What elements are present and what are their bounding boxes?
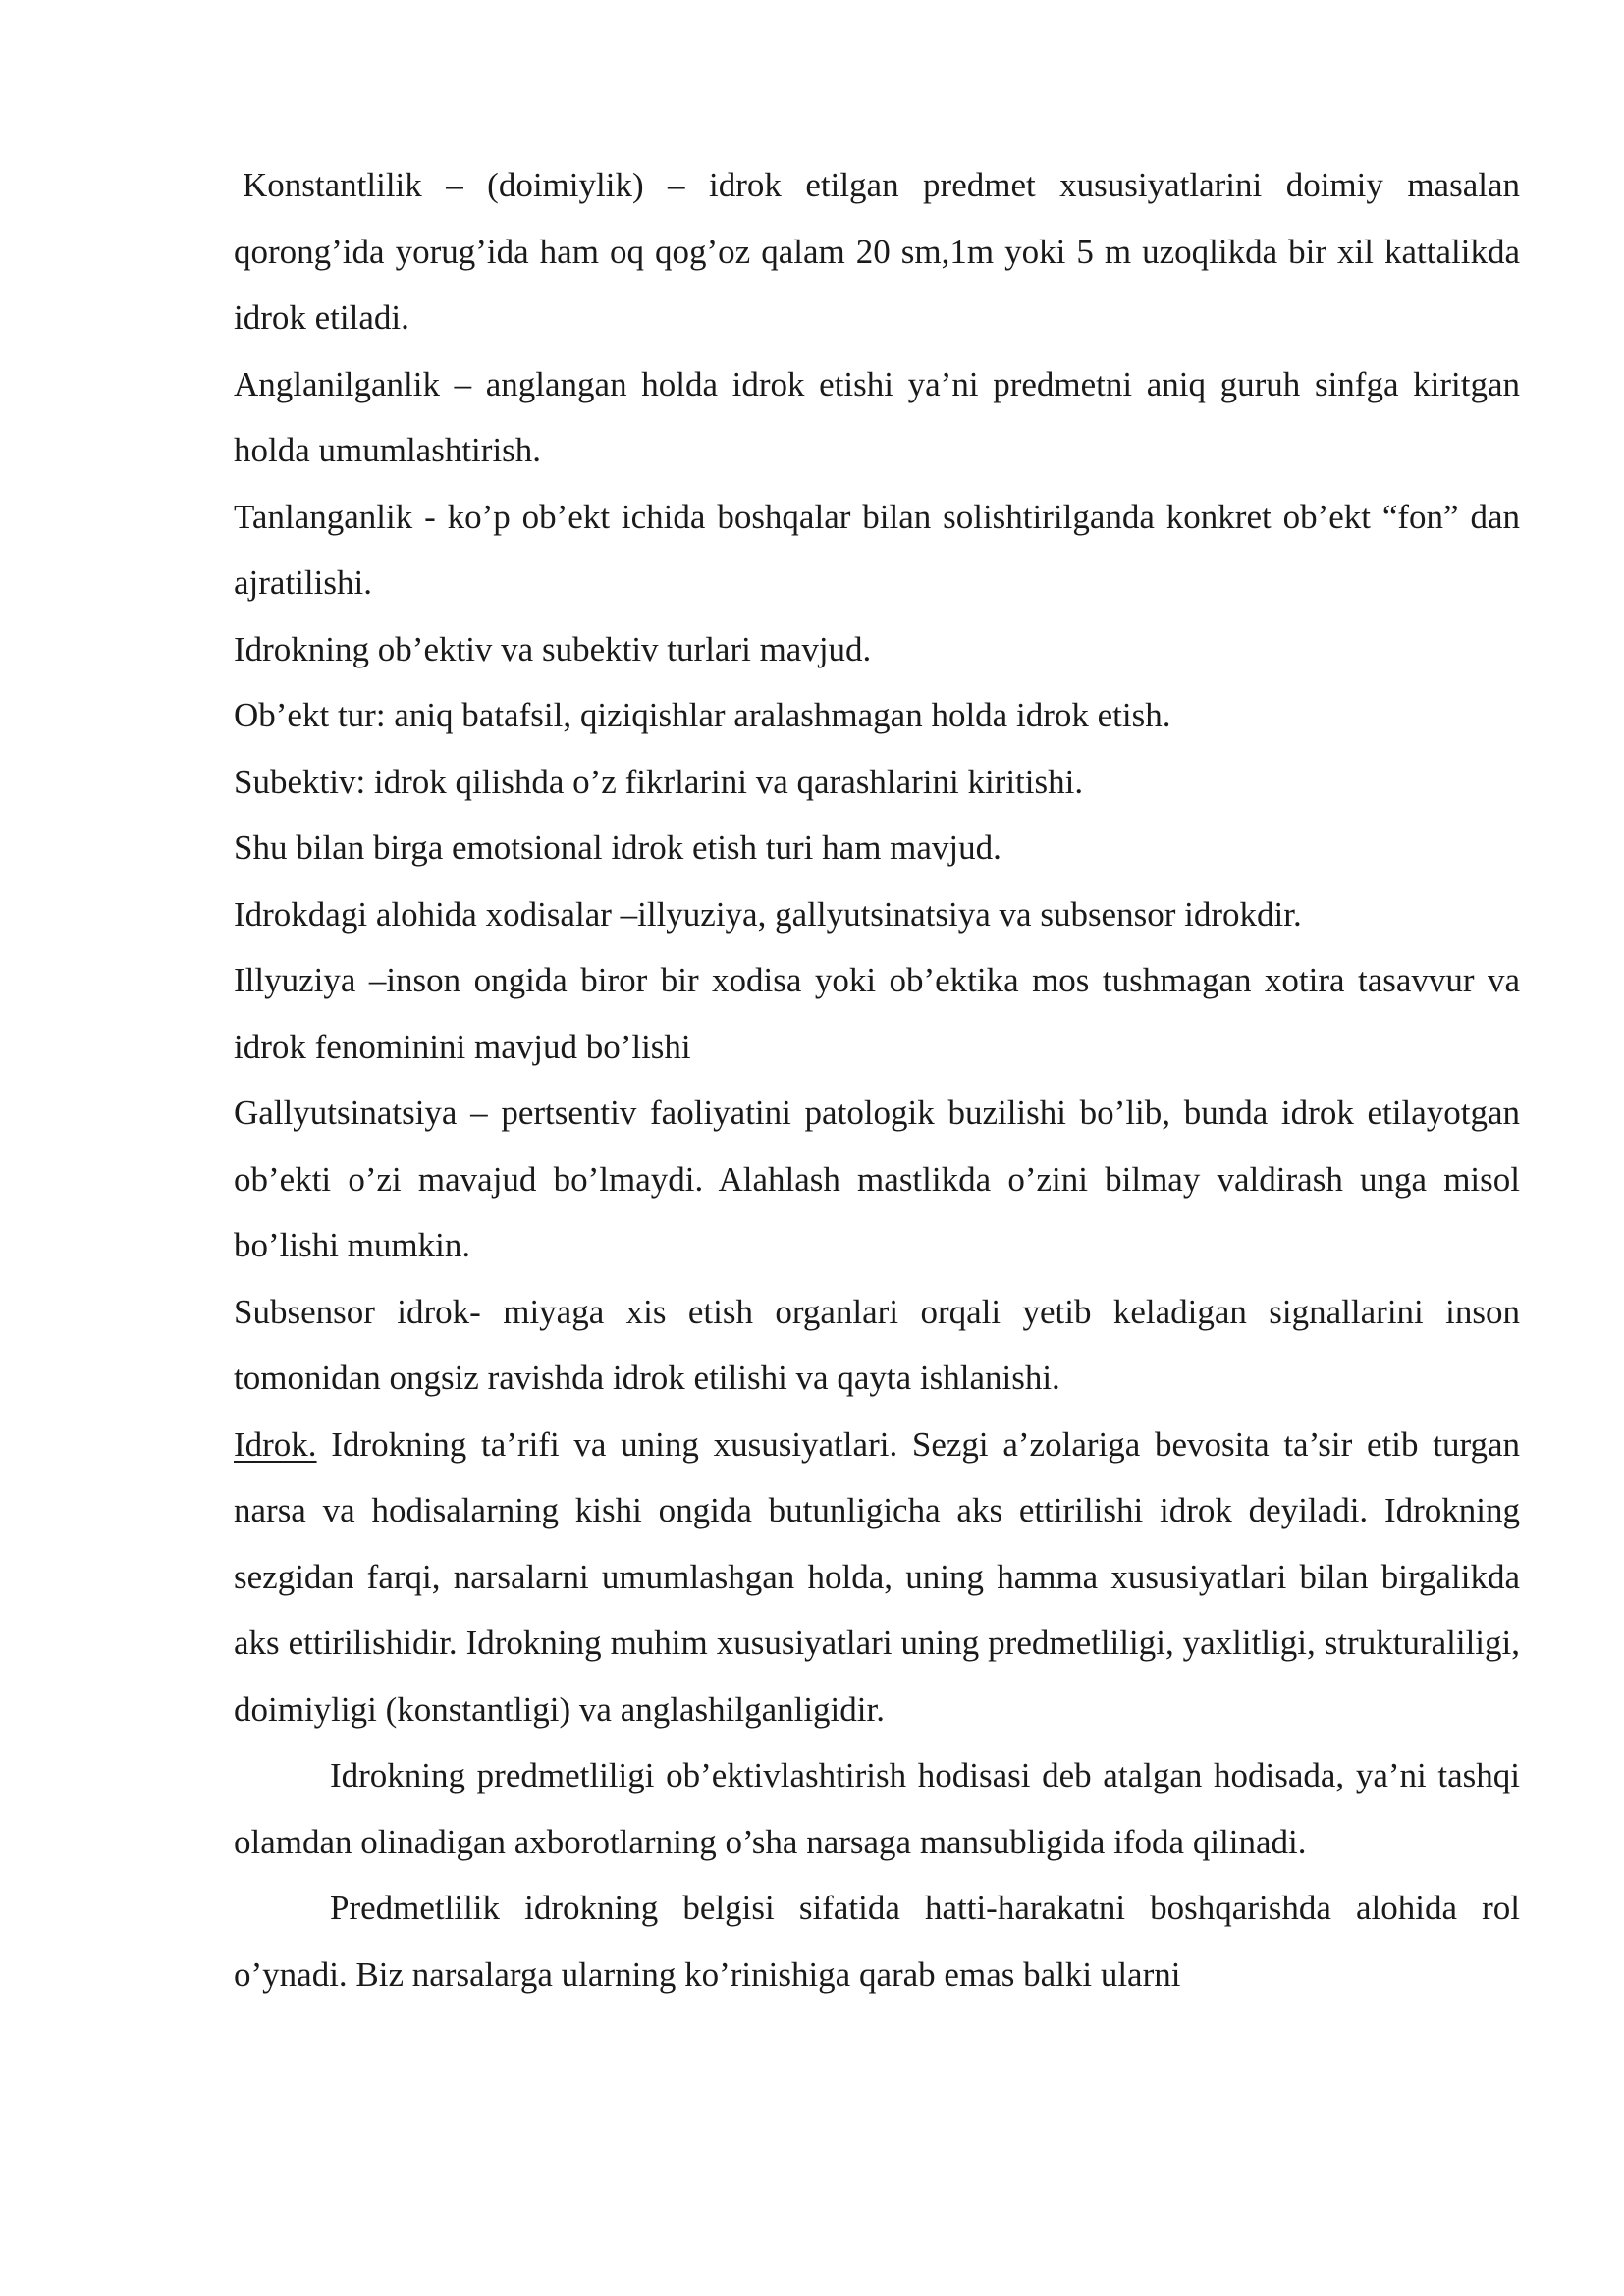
paragraph-predmetlilik: Predmetlilik idrokning belgisi sifatida hatti-harakatni boshqarishda alohida rol o’ynadi. Biz narsalarga ularning ko’rinishiga qarab emas balki ularni <box>234 1889 1520 1994</box>
paragraph-idrok-definition <box>234 1412 1520 1743</box>
paragraph-konstantlilik: Konstantlilik – (doimiylik) – idrok etilgan predmet xususiyatlarini doimiy masalan qorong’ida yorug’ida ham oq qog’oz qalam 20 sm,1m yoki 5 m uzoqlikda bir xil kattalikda idrok etiladi. <box>234 166 1520 337</box>
idrok-definition-text: Idrokning ta’rifi va uning xususiyatlari. Sezgi a’zolariga bevosita ta’sir etib turgan narsa va hodisalarning kishi ongida butunligicha aks ettirilishi idrok deyiladi. Idrokning sezgidan farqi, narsalarni umumlashgan holda, uning hamma xususiyatlari bilan birgalikda aks ettirilishidir. Idrokning muhim xususiyatlari uning predmetliligi, yaxlitligi, strukturaliligi, doimiyligi (konstantligi) va anglashilganligidir. <box>234 1424 1520 1729</box>
paragraph-subektiv: Subektiv: idrok qilishda o’z fikrlarini va qarashlarini kiritishi. <box>234 762 1084 801</box>
paragraph-emotsional: Shu bilan birga emotsional idrok etish turi ham mavjud. <box>234 828 1001 867</box>
paragraph-illyuziya: Illyuziya –inson ongida biror bir xodisa yoki ob’ektika mos tushmagan xotira tasavvur va idrok fenominini mavjud bo’lishi <box>234 961 1520 1066</box>
paragraph-subsensor: Subsensor idrok- miyaga xis etish organlari orqali yetib keladigan signallarini inson tomonidan ongsiz ravishda idrok etilishi va qayta ishlanishi. <box>234 1292 1520 1397</box>
paragraph-tanlanganlik: Tanlanganlik - ko’p ob’ekt ichida boshqalar bilan solishtirilganda konkret ob’ekt “fon” dan ajratilishi. <box>234 497 1520 602</box>
paragraph-alohida-xodisalar: Idrokdagi alohida xodisalar –illyuziya, gallyutsinatsiya va subsensor idrokdir. <box>234 894 1302 934</box>
paragraph-predmetliligi: Idrokning predmetliligi ob’ektivlashtirish hodisasi deb atalgan hodisada, ya’ni tashqi olamdan olinadigan axborotlarning o’sha narsaga mansubligida ifoda qilinadi. <box>234 1756 1520 1861</box>
paragraph-obekt-tur: Ob’ekt tur: aniq batafsil, qiziqishlar aralashmagan holda idrok etish. <box>234 696 1171 734</box>
document-page <box>234 152 1520 2007</box>
paragraph-gallyutsinatsiya: Gallyutsinatsiya – pertsentiv faoliyatini patologik buzilishi bo’lib, bunda idrok etilayotgan ob’ekti o’zi mavajud bo’lmaydi. Alahlash mastlikda o’zini bilmay valdirash unga misol bo’lishi mumkin. <box>234 1094 1520 1264</box>
paragraph-anglanilganlik: Anglanilganlik – anglangan holda idrok etishi ya’ni predmetni aniq guruh sinfga kiritgan holda umumlashtirish. <box>234 364 1520 469</box>
paragraph-idrok-turlari: Idrokning ob’ektiv va subektiv turlari mavjud. <box>234 629 872 668</box>
idrok-heading: Idrok. <box>234 1424 317 1464</box>
